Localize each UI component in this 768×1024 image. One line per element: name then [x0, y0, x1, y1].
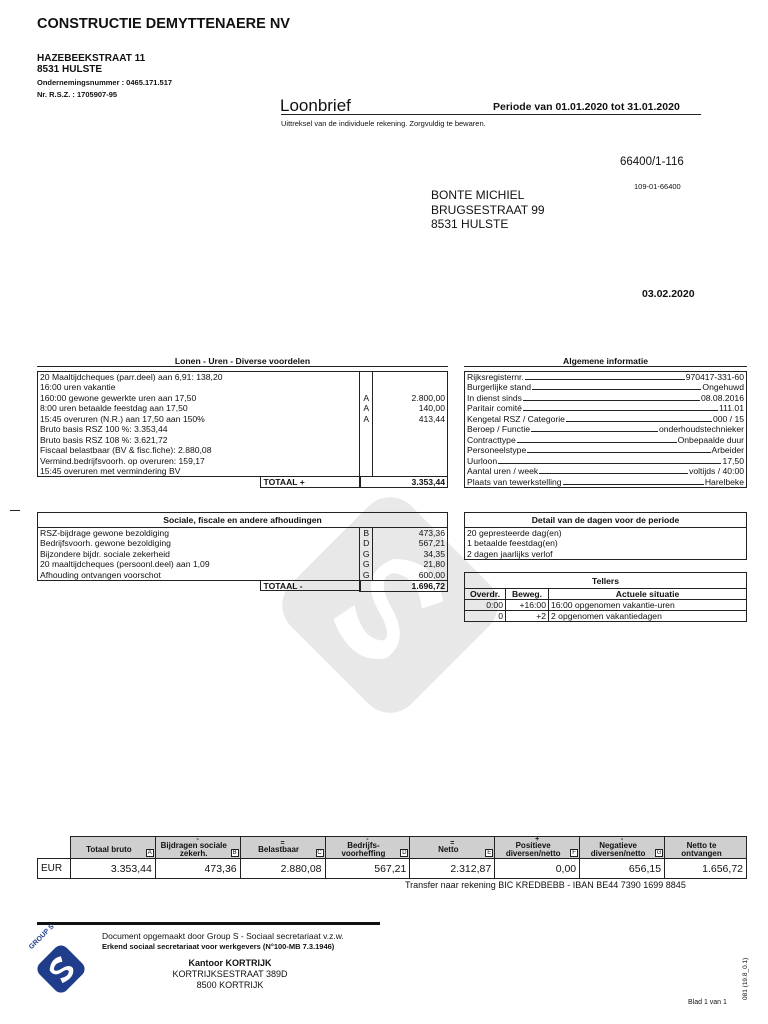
summary-header — [495, 837, 580, 859]
day-text: 2 dagen jaarlijks verlof — [465, 549, 747, 560]
info-cell — [465, 372, 747, 383]
summary-value: 3.353,44 — [70, 859, 155, 879]
counter-row — [465, 600, 747, 611]
page-number: Blad 1 van 1 — [688, 999, 727, 1006]
info-value: Ongehuwd — [702, 382, 744, 393]
info-row — [465, 466, 747, 477]
summary-label: Totaal bruto — [86, 845, 132, 854]
summary-value: 0,00 — [495, 859, 580, 879]
info-leader — [566, 421, 712, 422]
reference-small: 109-01-66400 — [634, 182, 681, 191]
summary-sign: = — [450, 840, 455, 847]
summary-sign: + — [535, 836, 540, 843]
summary-letter: D — [402, 850, 407, 856]
info-value: Harelbeke — [704, 476, 744, 487]
info-value: 970417-331-60 — [685, 372, 744, 382]
lonen-text: Fiscaal belastbaar (BV & fisc.fiche): 2.880,08 — [38, 445, 360, 456]
info-leader — [527, 452, 710, 453]
info-row — [465, 393, 747, 404]
tellers-header: Tellers — [465, 573, 747, 589]
summary-currency: EUR — [38, 859, 71, 879]
info-cell — [465, 382, 747, 393]
deduction-total-row — [38, 580, 448, 591]
summary-header — [665, 837, 747, 859]
info-label: Uurloon — [467, 455, 498, 466]
info-value: onderhoudstechnieker — [658, 424, 744, 435]
logo-text: GROUP S — [28, 923, 56, 951]
inhoudingen-header: Sociale, fiscale en andere afhoudingen — [38, 513, 448, 528]
lonen-text: 160:00 gewone gewerkte uren aan 17,50 — [38, 393, 360, 404]
company-street: HAZEBEEKSTRAAT 11 — [37, 53, 146, 64]
deduction-row — [38, 538, 448, 549]
summary-value: 656,15 — [580, 859, 665, 879]
summary-header — [580, 837, 665, 859]
info-leader — [539, 473, 688, 474]
algemeen-table — [464, 371, 747, 488]
lonen-row — [38, 372, 448, 383]
col-beweg: Beweg. — [506, 589, 549, 600]
dagen-header: Detail van de dagen voor de periode — [465, 513, 747, 528]
lonen-code: A — [360, 393, 373, 404]
day-row — [465, 549, 747, 560]
deduction-amount: 567,21 — [373, 538, 448, 549]
info-row — [465, 382, 747, 393]
side-code: 081 (19.8_0.1) — [742, 957, 749, 1000]
lonen-amount — [373, 372, 448, 383]
lonen-amount: 413,44 — [373, 414, 448, 425]
lonen-text: 15:45 overuren (N.R.) aan 17,50 aan 150% — [38, 414, 360, 425]
info-cell — [465, 435, 747, 446]
deduction-amount: 600,00 — [373, 570, 448, 581]
info-cell — [465, 403, 747, 414]
deduction-total-spacer — [38, 580, 360, 591]
inhoudingen-table — [37, 512, 448, 592]
summary-label: Negatieve diversen/netto — [590, 841, 646, 858]
summary-value: 2.880,08 — [240, 859, 325, 879]
enterprise-number: Ondernemingsnummer : 0465.171.517 — [37, 78, 173, 87]
summary-value: 473,36 — [155, 859, 240, 879]
summary-corner — [38, 837, 71, 859]
company-city: 8531 HULSTE — [37, 64, 103, 75]
deduction-row — [38, 570, 448, 581]
doc-subtitle: Uittreksel van de individuele rekening. Zorgvuldig te bewaren. — [281, 119, 486, 128]
info-label: Personeelstype — [467, 445, 527, 456]
lonen-code: A — [360, 403, 373, 414]
lonen-amount — [373, 445, 448, 456]
lonen-table — [37, 371, 448, 488]
info-cell — [465, 466, 747, 477]
deduction-code: B — [360, 528, 373, 539]
lonen-row — [38, 414, 448, 425]
info-label: Kengetal RSZ / Categorie — [467, 413, 565, 424]
counter-beweg: +16:00 — [506, 600, 549, 611]
day-row — [465, 538, 747, 549]
deduction-code: G — [360, 570, 373, 581]
info-cell — [465, 414, 747, 425]
deduction-amount: 473,36 — [373, 528, 448, 539]
lonen-text: Bruto basis RSZ 100 %: 3.353,44 — [38, 424, 360, 435]
deduction-row — [38, 559, 448, 570]
algemeen-header: Algemene informatie — [464, 356, 747, 367]
footer-rule — [37, 922, 380, 925]
info-label: Plaats van tewerkstelling — [467, 476, 562, 487]
office-name: Kantoor KORTRIJK — [188, 958, 272, 968]
info-value: Arbeider — [711, 445, 744, 456]
summary-header — [70, 837, 155, 859]
deduction-code: G — [360, 559, 373, 570]
day-text: 1 betaalde feestdag(en) — [465, 538, 747, 549]
lonen-text: 15:45 overuren met vermindering BV — [38, 466, 360, 477]
info-value: 000 / 15 — [712, 413, 744, 424]
counter-overdr: 0:00 — [465, 600, 506, 611]
doc-title: Loonbrief — [280, 96, 351, 115]
info-leader — [525, 379, 685, 380]
summary-letter: G — [656, 850, 662, 856]
day-text: 20 gepresteerde dag(en) — [465, 528, 747, 539]
lonen-code — [360, 382, 373, 393]
lonen-amount — [373, 456, 448, 467]
summary-table — [37, 836, 747, 879]
summary-letter: A — [147, 850, 152, 856]
deduction-text: 20 maaltijdcheques (persoonl.deel) aan 1,09 — [38, 559, 360, 570]
footer-line1: Document opgemaakt door Group S - Sociaal secretariaat v.z.w. — [102, 931, 344, 941]
info-row — [465, 424, 747, 435]
info-row — [465, 414, 747, 425]
summary-sign: = — [280, 840, 285, 847]
info-row — [465, 403, 747, 414]
lonen-amount — [373, 382, 448, 393]
employee-city: 8531 HULSTE — [431, 217, 509, 231]
deduction-total-value: 1.696,72 — [360, 580, 448, 591]
info-leader — [517, 442, 677, 443]
fold-mark — [10, 510, 20, 511]
deduction-amount: 21,80 — [373, 559, 448, 570]
info-cell — [465, 477, 747, 488]
lonen-amount — [373, 466, 448, 477]
lonen-header: Lonen - Uren - Diverse voordelen — [37, 356, 448, 367]
deduction-text: Afhouding ontvangen voorschot — [38, 570, 360, 581]
lonen-text: 20 Maaltijdcheques (parr.deel) aan 6,91: 138,20 — [38, 372, 360, 383]
lonen-text: 8:00 uren betaalde feestdag aan 17,50 — [38, 403, 360, 414]
lonen-row — [38, 466, 448, 477]
lonen-code: A — [360, 414, 373, 425]
day-row — [465, 528, 747, 539]
lonen-total-row — [38, 477, 448, 488]
deduction-row — [38, 528, 448, 539]
info-value: 08.08.2016 — [700, 392, 744, 403]
lonen-row — [38, 424, 448, 435]
info-row — [465, 456, 747, 467]
info-cell — [465, 456, 747, 467]
info-row — [465, 477, 747, 488]
summary-letter: F — [570, 849, 578, 857]
info-label: Beroep / Functie — [467, 424, 531, 435]
counter-actueel: 2 opgenomen vakantiedagen — [549, 611, 747, 622]
info-value: Onbepaalde duur — [677, 434, 744, 445]
deduction-code: D — [360, 538, 373, 549]
employee-street: BRUGSESTRAAT 99 — [431, 202, 545, 217]
summary-label: Bijdragen sociale zekerh. — [160, 841, 227, 858]
info-label: Contracttype — [467, 434, 516, 445]
info-label: Aantal uren / week — [467, 466, 539, 477]
rsz-number: Nr. R.S.Z. : 1705907-95 — [37, 90, 118, 99]
summary-value: 1.656,72 — [665, 859, 747, 879]
lonen-total-value: 3.353,44 — [360, 477, 448, 488]
info-value: voltijds / 40:00 — [689, 466, 744, 477]
deduction-text: Bedrijfsvoorh. gewone bezoldiging — [38, 538, 360, 549]
lonen-amount — [373, 435, 448, 446]
summary-header — [240, 837, 325, 859]
employee-name: BONTE MICHIEL — [431, 188, 525, 202]
group-s-logo — [30, 938, 92, 1000]
deduction-row — [38, 549, 448, 560]
summary-value: 567,21 — [325, 859, 410, 879]
info-leader — [531, 431, 658, 432]
lonen-row — [38, 445, 448, 456]
footer-line2: Erkend sociaal secretariaat voor werkgevers (N°100-MB 7.3.1946) — [102, 942, 335, 951]
lonen-amount — [373, 424, 448, 435]
lonen-code — [360, 445, 373, 456]
info-label: Paritair comité — [467, 403, 522, 414]
transfer-info: Transfer naar rekening BIC KREDBEBB - IBAN BE44 7390 1699 8845 — [405, 880, 686, 890]
lonen-total-spacer — [38, 477, 360, 488]
summary-sign: - — [620, 836, 624, 843]
counter-actueel: 16:00 opgenomen vakantie-uren — [549, 600, 747, 611]
summary-label: Belastbaar — [258, 845, 300, 854]
lonen-row — [38, 456, 448, 467]
summary-header — [410, 837, 495, 859]
summary-header — [325, 837, 410, 859]
reference-number: 66400/1-116 — [620, 156, 684, 168]
info-leader — [563, 484, 704, 485]
employee-address — [431, 188, 545, 232]
deduction-total-label: TOTAAL - — [260, 581, 361, 592]
summary-label: Netto te ontvangen — [681, 841, 722, 858]
info-label: Rijksregisternr. — [467, 372, 524, 382]
counter-beweg: +2 — [506, 611, 549, 622]
col-actueel: Actuele situatie — [549, 589, 747, 600]
info-row — [465, 372, 747, 383]
summary-header — [155, 837, 240, 859]
info-value: 17,50 — [722, 455, 744, 466]
lonen-row — [38, 403, 448, 414]
lonen-text: 16:00 uren vakantie — [38, 382, 360, 393]
summary-sign: - — [196, 836, 199, 843]
summary-letter: C — [317, 850, 322, 856]
info-label: Burgerlijke stand — [467, 382, 532, 393]
lonen-code — [360, 424, 373, 435]
summary-letter: B — [232, 850, 237, 856]
counter-row — [465, 611, 747, 622]
info-value: 111.01 — [718, 403, 744, 414]
summary-letter: E — [487, 850, 492, 856]
office-city: 8500 KORTRIJK — [196, 980, 264, 990]
lonen-total-label: TOTAAL + — [260, 477, 361, 488]
summary-sign: - — [366, 836, 369, 843]
deduction-text: RSZ-bijdrage gewone bezoldiging — [38, 528, 360, 539]
title-rule — [281, 114, 701, 115]
info-leader — [532, 389, 701, 390]
counter-overdr: 0 — [465, 611, 506, 622]
deduction-code: G — [360, 549, 373, 560]
info-leader — [523, 410, 718, 411]
info-cell — [465, 424, 747, 435]
summary-label: Netto — [438, 845, 459, 854]
lonen-code — [360, 372, 373, 383]
company-name: CONSTRUCTIE DEMYTTENAERE NV — [37, 16, 290, 32]
col-overdr: Overdr. — [465, 589, 506, 600]
lonen-code — [360, 466, 373, 477]
info-cell — [465, 393, 747, 404]
lonen-amount: 140,00 — [373, 403, 448, 414]
info-cell — [465, 445, 747, 456]
info-leader — [523, 400, 700, 401]
deduction-amount: 34,35 — [373, 549, 448, 560]
lonen-row — [38, 435, 448, 446]
lonen-row — [38, 393, 448, 404]
office-street: KORTRIJKSESTRAAT 389D — [172, 969, 288, 979]
lonen-row — [38, 382, 448, 393]
lonen-amount: 2.800,00 — [373, 393, 448, 404]
info-label: In dienst sinds — [467, 392, 522, 403]
summary-value: 2.312,87 — [410, 859, 495, 879]
dagen-table — [464, 512, 747, 560]
info-row — [465, 435, 747, 446]
deduction-text: Bijzondere bijdr. sociale zekerheid — [38, 549, 360, 560]
info-row — [465, 445, 747, 456]
lonen-code — [360, 435, 373, 446]
period: Periode van 01.01.2020 tot 31.01.2020 — [493, 101, 680, 113]
lonen-text: Bruto basis RSZ 108 %: 3.621,72 — [38, 435, 360, 446]
lonen-code — [360, 456, 373, 467]
document-date: 03.02.2020 — [642, 288, 695, 300]
summary-label: Bedrijfs- voorheffing — [341, 841, 386, 858]
summary-label: Positieve diversen/netto — [505, 841, 561, 858]
info-leader — [498, 463, 721, 464]
lonen-text: Vermind.bedrijfsvoorh. op overuren: 159,17 — [38, 456, 360, 467]
tellers-table — [464, 572, 747, 622]
